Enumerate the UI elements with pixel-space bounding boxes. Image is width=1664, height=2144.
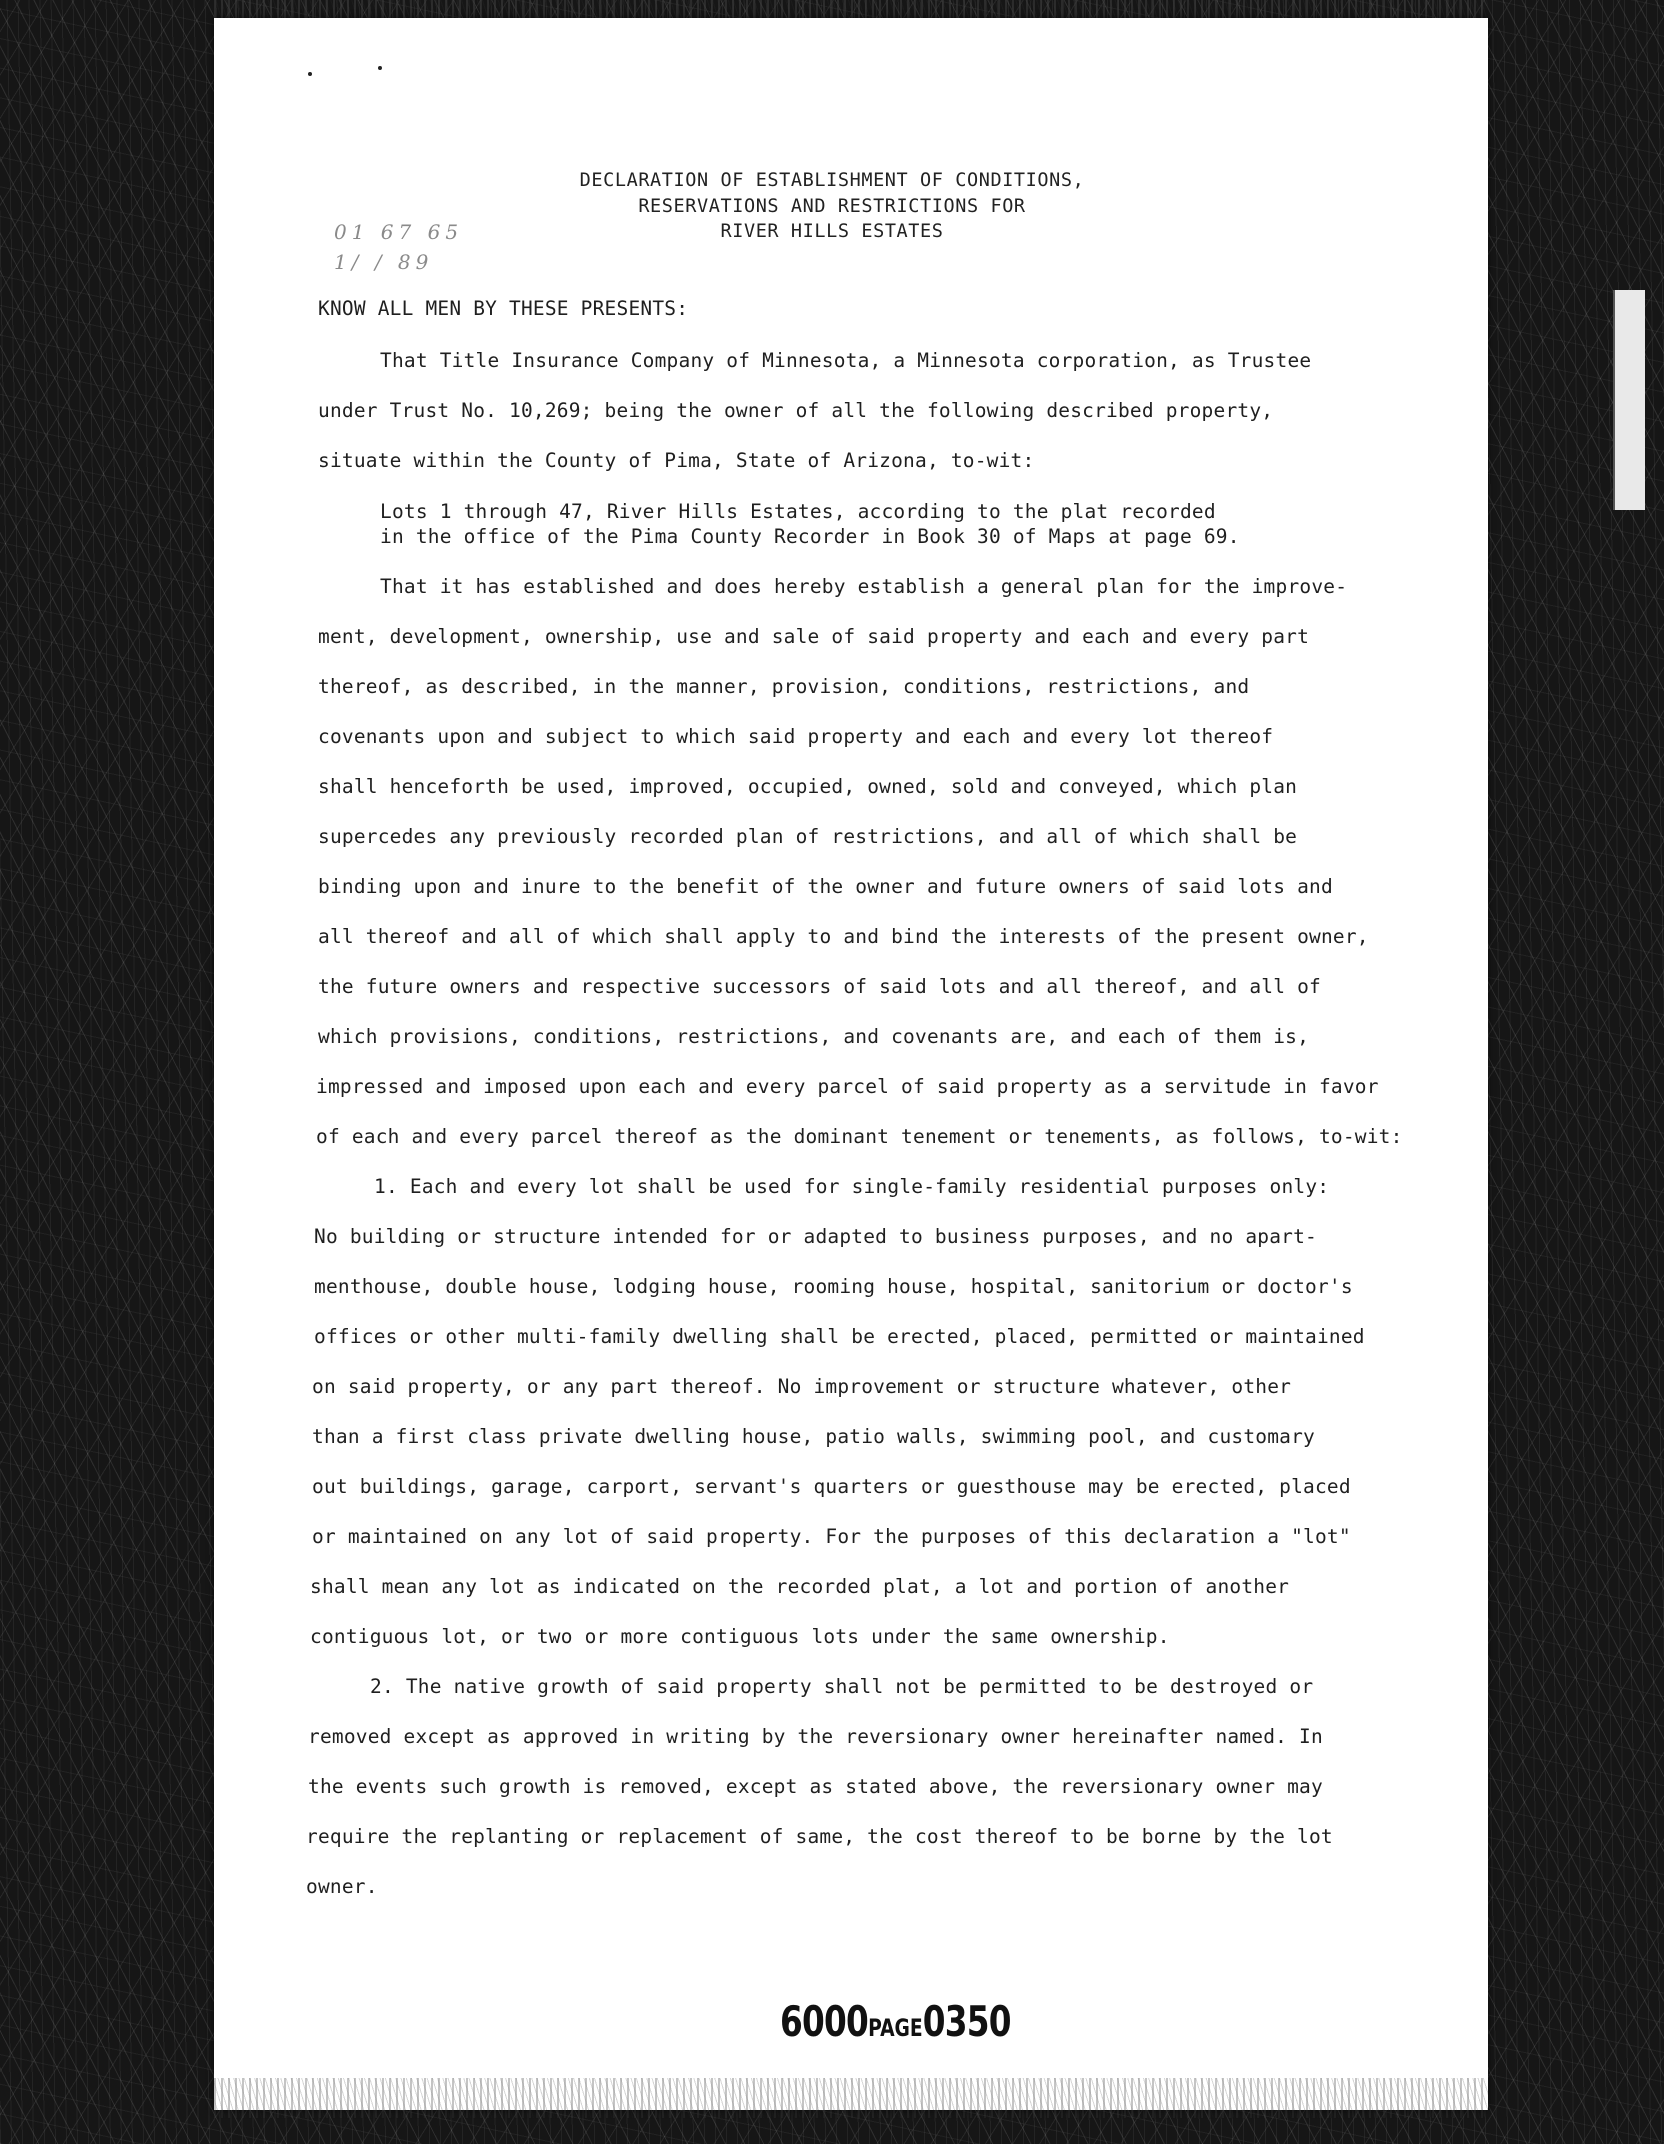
document-title-line-2: RESERVATIONS AND RESTRICTIONS FOR bbox=[638, 196, 1026, 217]
clause-1-line: shall mean any lot as indicated on the recorded plat, a lot and portion of another bbox=[310, 1575, 1290, 1598]
body-line: That Title Insurance Company of Minnesota, a Minnesota corporation, as Trustee bbox=[380, 349, 1312, 372]
property-description-line: in the office of the Pima County Recorder in Book 30 of Maps at page 69. bbox=[380, 525, 1240, 548]
clause-1-line: offices or other multi-family dwelling shall be erected, placed, permitted or maintained bbox=[314, 1325, 1365, 1348]
clause-2-line: 2. The native growth of said property shall not be permitted to be destroyed or bbox=[370, 1675, 1314, 1698]
clause-1-line: out buildings, garage, carport, servant's quarters or guesthouse may be erected, placed bbox=[312, 1475, 1351, 1498]
clause-2-line: the events such growth is removed, except as stated above, the reversionary owner may bbox=[308, 1775, 1323, 1798]
clause-1-line: 1. Each and every lot shall be used for single-family residential purposes only: bbox=[374, 1175, 1330, 1198]
book-page-stamp bbox=[780, 1997, 1011, 2046]
clause-2-line: require the replanting or replacement of same, the cost thereof to be borne by the lot bbox=[306, 1825, 1333, 1848]
scan-speck bbox=[378, 66, 382, 70]
book-number: 6000 bbox=[780, 1997, 869, 2046]
document-title-line-3: RIVER HILLS ESTATES bbox=[720, 221, 944, 242]
page-label: PAGE bbox=[868, 2014, 923, 2042]
body-line: situate within the County of Pima, State of Arizona, to-wit: bbox=[318, 449, 1035, 472]
body-line: of each and every parcel thereof as the dominant tenement or tenements, as follows, to-wit: bbox=[316, 1125, 1403, 1148]
salutation: KNOW ALL MEN BY THESE PRESENTS: bbox=[318, 297, 689, 320]
scan-speck bbox=[308, 72, 312, 76]
handwritten-number: 01 67 65 bbox=[334, 220, 464, 244]
binding-tab bbox=[1613, 290, 1645, 510]
clause-1-line: than a first class private dwelling house, patio walls, swimming pool, and customary bbox=[312, 1425, 1315, 1448]
body-line: That it has established and does hereby establish a general plan for the improve- bbox=[380, 575, 1348, 598]
handwritten-date: 1/ / 89 bbox=[334, 250, 434, 274]
body-line: supercedes any previously recorded plan of restrictions, and all of which shall be bbox=[318, 825, 1298, 848]
body-line: all thereof and all of which shall apply to and bind the interests of the present owner, bbox=[318, 925, 1369, 948]
clause-2-line: removed except as approved in writing by the reversionary owner hereinafter named. In bbox=[308, 1725, 1323, 1748]
page-number: 0350 bbox=[922, 1997, 1011, 2046]
body-line: the future owners and respective successors of said lots and all thereof, and all of bbox=[318, 975, 1321, 998]
body-line: shall henceforth be used, improved, occupied, owned, sold and conveyed, which plan bbox=[318, 775, 1298, 798]
body-line: under Trust No. 10,269; being the owner of all the following described property, bbox=[318, 399, 1274, 422]
clause-1-line: No building or structure intended for or adapted to business purposes, and no apart- bbox=[314, 1225, 1317, 1248]
body-line: impressed and imposed upon each and every parcel of said property as a servitude in favor bbox=[316, 1075, 1379, 1098]
body-line: binding upon and inure to the benefit of the owner and future owners of said lots and bbox=[318, 875, 1333, 898]
body-line: thereof, as described, in the manner, provision, conditions, restrictions, and bbox=[318, 675, 1250, 698]
clause-1-line: or maintained on any lot of said property. For the purposes of this declaration a "lot" bbox=[312, 1525, 1351, 1548]
clause-2-line: owner. bbox=[306, 1875, 378, 1898]
body-line: which provisions, conditions, restrictions, and covenants are, and each of them is, bbox=[318, 1025, 1310, 1048]
paper-bottom-edge-noise bbox=[214, 2078, 1488, 2118]
clause-1-line: contiguous lot, or two or more contiguous lots under the same ownership. bbox=[310, 1625, 1170, 1648]
clause-1-line: menthouse, double house, lodging house, rooming house, hospital, sanitorium or doctor's bbox=[314, 1275, 1353, 1298]
property-description-line: Lots 1 through 47, River Hills Estates, according to the plat recorded bbox=[380, 500, 1216, 523]
body-line: covenants upon and subject to which said property and each and every lot thereof bbox=[318, 725, 1274, 748]
body-line: ment, development, ownership, use and sale of said property and each and every part bbox=[318, 625, 1310, 648]
clause-1-line: on said property, or any part thereof. No improvement or structure whatever, other bbox=[312, 1375, 1292, 1398]
document-title-line-1: DECLARATION OF ESTABLISHMENT OF CONDITIONS, bbox=[579, 170, 1085, 191]
